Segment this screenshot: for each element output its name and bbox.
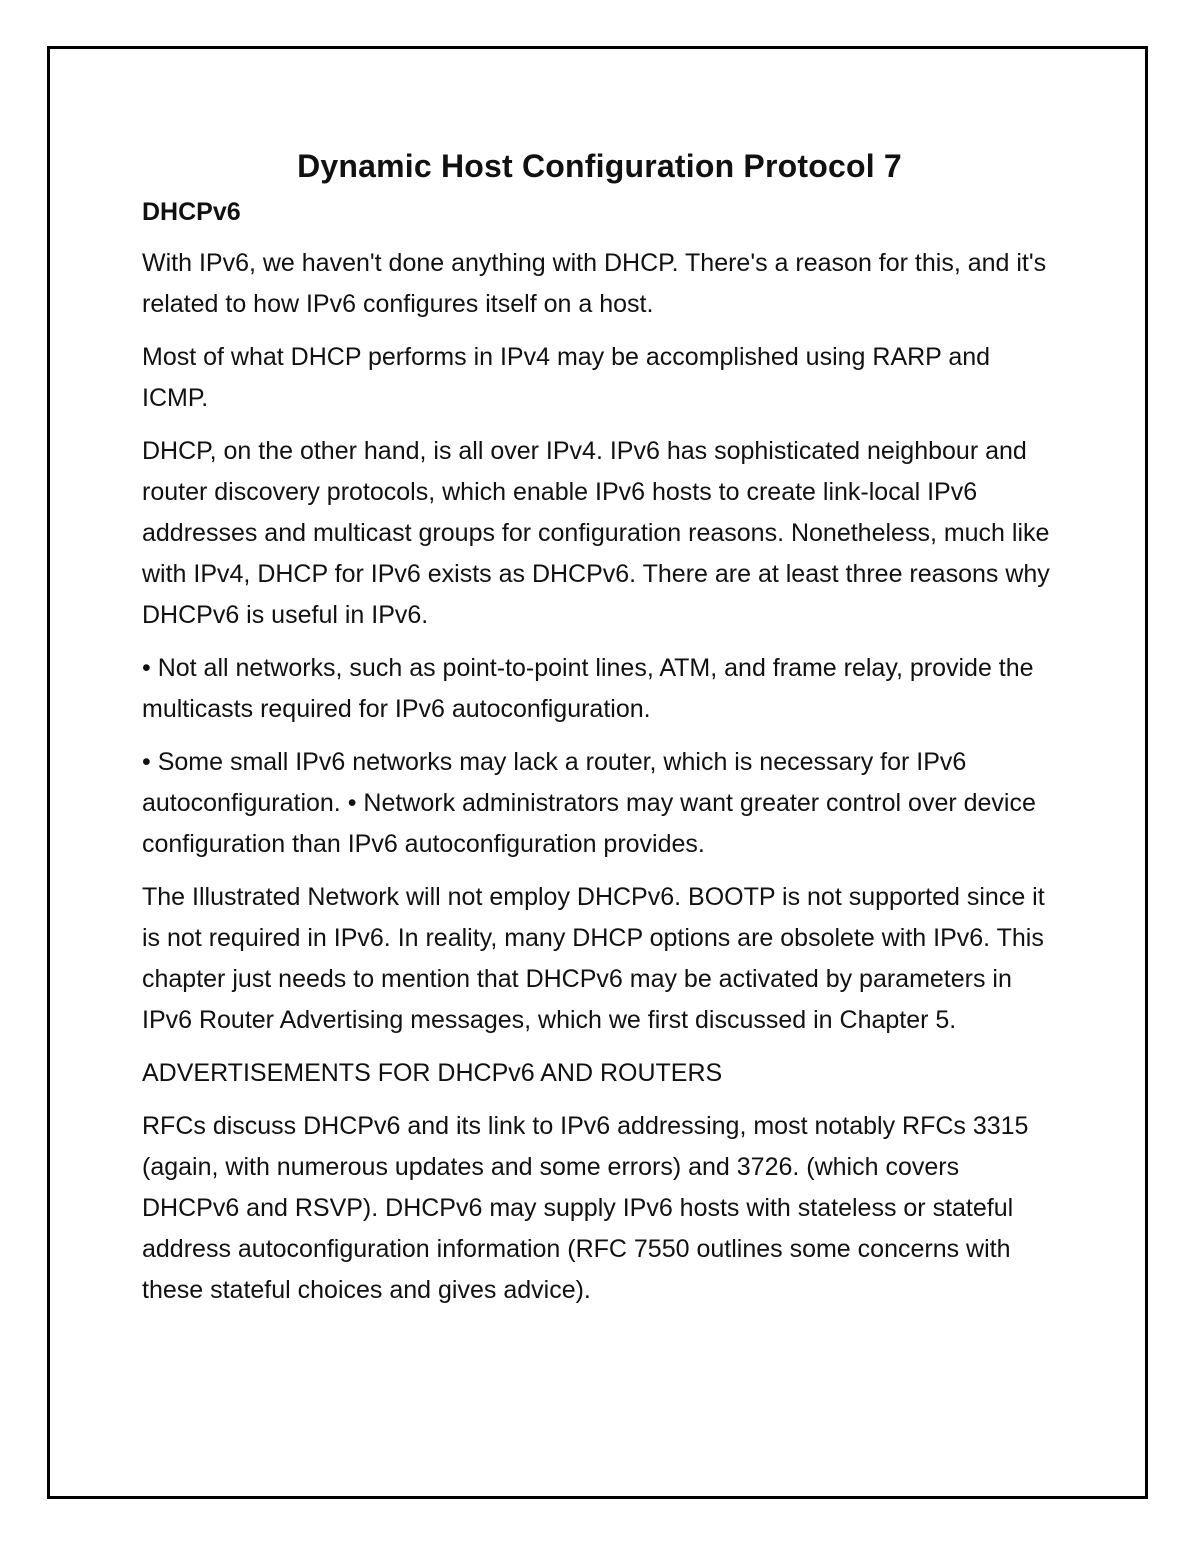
- bullet-multicasts: • Not all networks, such as point-to-point lines, ATM, and frame relay, provide the multicasts required for IPv6 autoconfiguration.: [142, 654, 1034, 723]
- paragraph-illustrated-network: The Illustrated Network will not employ DHCPv6. BOOTP is not supported since it is not required in IPv6. In reality, many DHCP options are obsolete with IPv6. This chapter just needs to mention that DHCPv6 may be activated by parameters in IPv6 Router Advertising messages, which we first discussed in Chapter 5.: [142, 883, 1045, 1034]
- paragraph-rfcs: RFCs discuss DHCPv6 and its link to IPv6 addressing, most notably RFCs 3315 (again, with numerous updates and some errors) and 3726. (which covers DHCPv6 and RSVP). DHCPv6 may supply IPv6 hosts with stateless or stateful address autoconfiguration information (RFC 7550 outlines some concerns with these stateful choices and gives advice).: [142, 1112, 1029, 1304]
- paragraph-rarp-icmp: Most of what DHCP performs in IPv4 may be accomplished using RARP and ICMP.: [142, 343, 991, 412]
- paragraph-dhcp-ipv4: DHCP, on the other hand, is all over IPv4. IPv6 has sophisticated neighbour and router discovery protocols, which enable IPv6 hosts to create link-local IPv6 addresses and multicast groups for configuration reasons. Nonetheless, much like with IPv4, DHCP for IPv6 exists as DHCPv6. There are at least three reasons why DHCPv6 is useful in IPv6.: [142, 437, 1050, 629]
- paragraph-intro: With IPv6, we haven't done anything with DHCP. There's a reason for this, and it's related to how IPv6 configures itself on a host.: [142, 249, 1047, 318]
- document-title: Dynamic Host Configuration Protocol 7: [297, 148, 902, 184]
- document-body: [142, 143, 1057, 1323]
- bullet-router-admin: • Some small IPv6 networks may lack a router, which is necessary for IPv6 autoconfiguration. • Network administrators may want greater control over device configuration than IPv6 autoconfiguration provides.: [142, 748, 1036, 858]
- section-heading: ADVERTISEMENTS FOR DHCPv6 AND ROUTERS: [142, 1059, 723, 1087]
- subheading: DHCPv6: [142, 198, 241, 226]
